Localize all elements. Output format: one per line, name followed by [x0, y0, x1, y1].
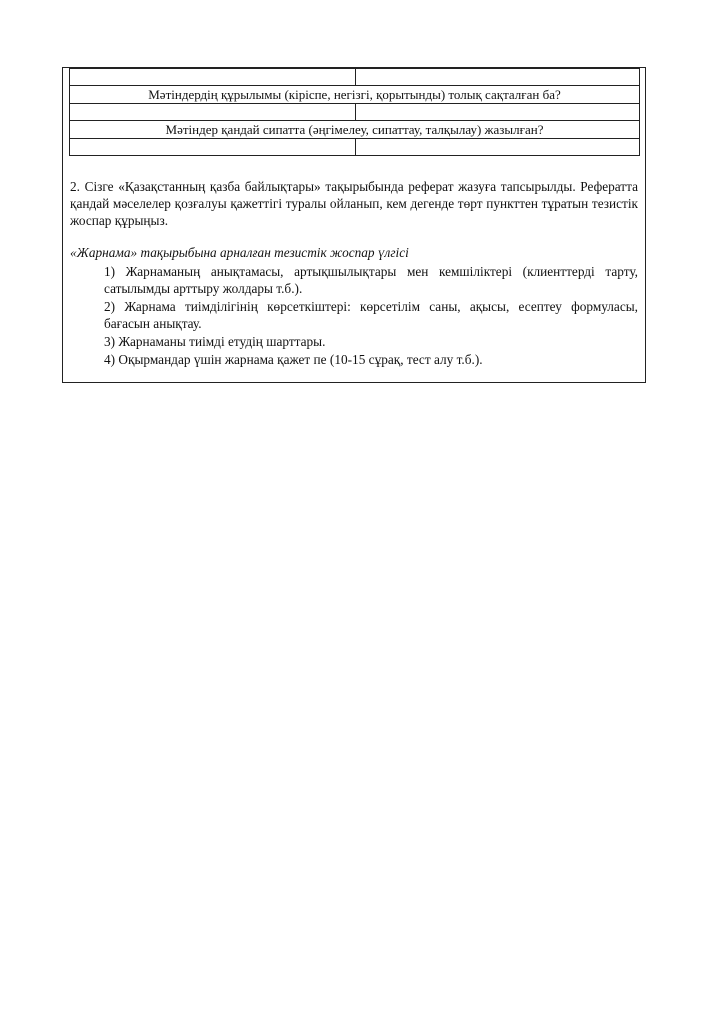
list-item: 3) Жарнаманы тиімді етудің шарттары. [104, 334, 326, 349]
table-cell [356, 69, 640, 86]
sample-plan-title: «Жарнама» тақырыбына арналған тезистік жоспар үлгісі [70, 245, 409, 260]
table-cell [70, 69, 356, 86]
task-2-text: 2. Сізге «Қазақстанның қазба байлықтары» тақырыбында реферат жазуға тапсырылды. Рефератта қандай мәселелер қозғалуы қажеттігі туралы ойланып, кем дегенде төрт пункттен тұратын тезистік жоспар құрыңыз. [70, 179, 638, 228]
list-item: 1) Жарнаманың анықтамасы, артықшылықтары мен кемшіліктері (клиенттерді тарту, сатылымды арттыру жолдары т.б.). [104, 264, 638, 296]
table-cell [356, 104, 640, 121]
table-row [70, 104, 640, 121]
table-row [70, 69, 640, 86]
table-row [70, 139, 640, 156]
table-cell [70, 139, 356, 156]
table-cell [356, 139, 640, 156]
list-item: 2) Жарнама тиімділігінің көрсеткіштері: көрсетілім саны, ақысы, есептеу формуласы, бағасын анықтау. [104, 299, 638, 331]
table-row [70, 121, 640, 139]
table-cell [70, 104, 356, 121]
list-item: 4) Оқырмандар үшін жарнама қажет пе (10-15 сұрақ, тест алу т.б.). [104, 352, 483, 367]
table-question-1: Мәтіндердің құрылымы (кіріспе, негізгі, қорытынды) толық сақталған ба? [70, 86, 640, 104]
evaluation-table [69, 68, 640, 156]
table-row [70, 86, 640, 104]
table-question-2: Мәтіндер қандай сипатта (әңгімелеу, сипаттау, талқылау) жазылған? [70, 121, 640, 139]
sample-plan-list [104, 263, 638, 369]
